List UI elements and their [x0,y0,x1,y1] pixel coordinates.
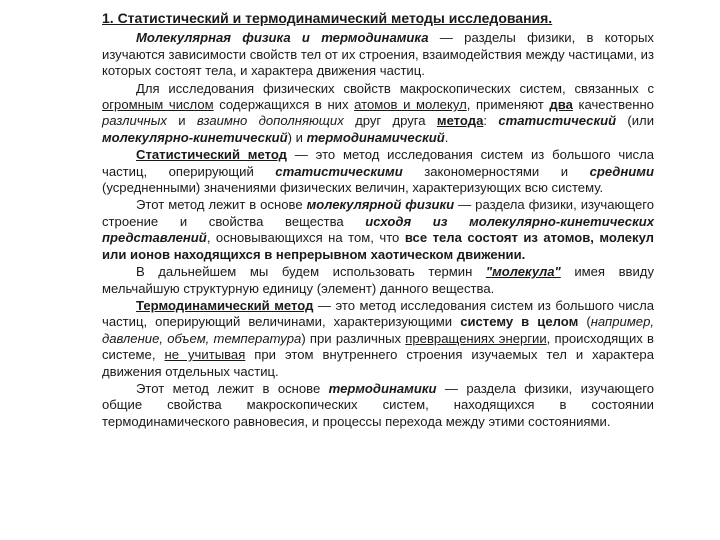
emphasis-two: два [549,97,573,113]
emphasis-all-bodies-consist: все тела состоят из атомов, молекул или ионов находящихся в непрерывном хаотическом движении. [102,230,654,262]
emphasis-different: различных [102,113,167,129]
text-run: ) при различных [301,330,406,346]
text-run: — разделы физики, в которых изучаются зависимости свойств тел от их строения, взаимодействия между частицами, из которых состоят тела, и характера движения частиц. [102,30,654,79]
text-run: В дальнейшем мы будем использовать термин [136,264,486,280]
text-run: имея ввиду мельчайшую структурную единицу (элемент) данного вещества. [102,264,654,296]
text-run: — это метод исследования систем из большого числа частиц, оперирующий величинами, характеризующими [102,297,654,330]
term-average: средними [589,163,654,179]
emphasis-energy-transformations: превращениях энергии [405,330,547,346]
text-run: : [483,113,499,129]
term-molecular-physics-thermodynamics: Молекулярная физика и термодинамика [136,30,429,46]
text-run: . [444,129,449,145]
text-run: качественно [572,97,654,113]
text-run: друг друга [343,113,437,129]
section-title: 1. Статистический и термодинамический методы исследования. [102,10,553,26]
text-run: и [166,113,197,129]
text-run: ( [578,314,591,330]
document-page [102,10,654,431]
term-molecular-kinetic-representations: исходя из молекулярно-кинетических представлений [102,213,654,246]
term-statistical-regularities: статистическими [275,163,403,179]
term-molecular-physics: молекулярной физики [306,197,455,213]
paragraph-two-methods [102,81,654,147]
term-thermodynamic: термодинамический [306,129,445,145]
paragraph-molecular-physics-definition [102,30,654,79]
term-molecule: "молекула" [485,264,561,280]
text-run: — это метод исследования систем из большого числа частиц, оперирующий [102,147,654,179]
term-molecular-kinetic: молекулярно-кинетический [102,129,288,145]
text-run: Для исследования физических свойств макроскопических систем, связанных с [136,80,654,96]
text-run: , основывающихся на том, что [206,230,405,246]
text-run: содержащихся в них [213,97,355,113]
text-run: при этом внутреннего строения изучаемых тел и характера движения отдельных частиц. [102,347,654,379]
emphasis-not-considering: не учитывая [164,347,246,363]
term-thermodynamic-method: Термодинамический метод [136,297,314,313]
term-thermodynamics: термодинамики [328,380,437,396]
emphasis-method: метода [436,113,484,129]
text-run: Этот метод лежит в основе [136,380,329,396]
text-run: ) и [287,129,307,145]
term-statistical: статистический [498,113,617,129]
paragraph-thermodynamics-basis [102,381,654,430]
text-run: (усредненными) значениями физических величин, характеризующих всю систему. [102,180,604,196]
emphasis-mutually-complementary: взаимно дополняющих [196,113,344,129]
text-run: , применяют [466,97,550,113]
text-run: , происходящих в системе, [102,330,654,363]
text-run: — раздела физики, изучающего строение и свойства вещества [102,197,655,229]
paragraph-molecular-physics-basis [102,197,654,263]
paragraph-molecule-term [102,264,654,297]
paragraph-statistical-method [102,147,654,196]
text-run: Этот метод лежит в основе [136,197,307,213]
text-run: — раздела физики, изучающего общие свойства макроскопических систем, находящихся в состоянии термодинамического равновесия, и процессы перехода между этими состояниями. [102,380,655,429]
emphasis-system-as-whole: систему в целом [460,314,579,330]
text-run: закономерностями и [402,163,590,179]
emphasis-huge-number: огромным числом [102,97,214,113]
term-statistical-method: Статистический метод [136,147,287,163]
emphasis-examples: например, давление, объем, температура [102,314,654,346]
text-run: (или [616,113,655,129]
paragraph-thermodynamic-method [102,298,654,380]
emphasis-atoms-molecules: атомов и молекул [354,97,467,113]
